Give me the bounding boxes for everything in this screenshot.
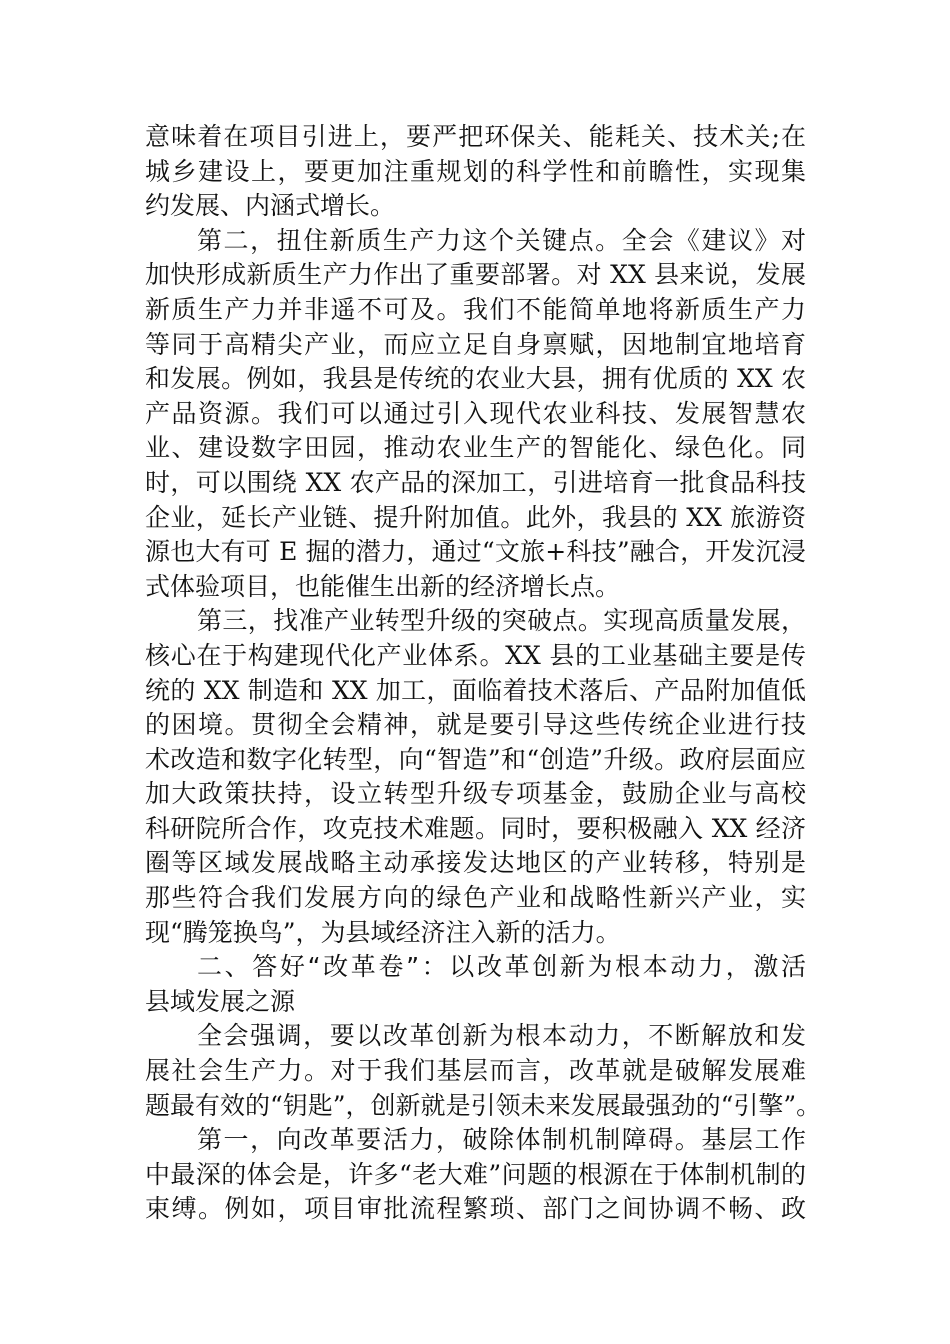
text-line: 约发展、内涵式增长。: [145, 191, 396, 221]
text-line: 第三，找准产业转型升级的突破点。实现高质量发展，: [197, 606, 806, 636]
text-line: 展社会生产力。对于我们基层而言，改革就是破解发展难: [145, 1056, 806, 1086]
text-line: 加大政策扶持，设立转型升级专项基金，鼓励企业与高校: [145, 779, 806, 809]
text-line: 新质生产力并非遥不可及。我们不能简单地将新质生产力: [145, 294, 806, 324]
text-line: 和发展。例如，我县是传统的农业大县，拥有优质的 XX 农: [145, 364, 806, 394]
text-line: 企业，延长产业链、提升附加值。此外，我县的 XX 旅游资: [145, 502, 806, 532]
text-line: 统的 XX 制造和 XX 加工，面临着技术落后、产品附加值低: [145, 675, 806, 705]
text-line: 题最有效的“钥匙”，创新就是引领未来发展最强劲的“引擎”。: [145, 1090, 822, 1120]
text-line: 中最深的体会是，许多“老大难”问题的根源在于体制机制的: [145, 1159, 806, 1189]
paragraph: [145, 224, 806, 605]
text-line: 全会强调，要以改革创新为根本动力，不断解放和发: [197, 1021, 806, 1051]
document-page: [145, 120, 822, 1227]
text-line: 加快形成新质生产力作出了重要部署。对 XX 县来说，发展: [145, 260, 806, 290]
text-line: 二、答好“改革卷”：以改革创新为根本动力，激活: [197, 952, 806, 982]
text-line: 第一，向改革要活力，破除体制机制障碍。基层工作: [197, 1125, 806, 1155]
text-line: 城乡建设上，要更加注重规划的科学性和前瞻性，实现集: [145, 156, 806, 186]
text-line: 县域发展之源: [145, 986, 296, 1016]
text-line: 第二，扭住新质生产力这个关键点。全会《建议》对: [197, 225, 806, 255]
paragraph: [145, 1019, 822, 1123]
text-line: 产品资源。我们可以通过引入现代农业科技、发展智慧农: [145, 398, 806, 428]
text-line: 时，可以围绕 XX 农产品的深加工，引进培育一批食品科技: [145, 467, 806, 497]
text-line: 那些符合我们发展方向的绿色产业和战略性新兴产业，实: [145, 883, 806, 913]
section-heading: [145, 950, 806, 1019]
text-line: 科研院所合作，攻克技术难题。同时，要积极融入 XX 经济: [145, 813, 806, 843]
paragraph: [145, 604, 806, 950]
text-line: 现“腾笼换鸟”，为县域经济注入新的活力。: [145, 917, 621, 947]
text-line: 束缚。例如，项目审批流程繁琐、部门之间协调不畅、政: [145, 1194, 806, 1224]
text-line: 式体验项目，也能催生出新的经济增长点。: [145, 571, 621, 601]
text-line: 的困境。贯彻全会精神，就是要引导这些传统企业进行技: [145, 710, 806, 740]
text-line: 术改造和数字化转型，向“智造”和“创造”升级。政府层面应: [145, 744, 806, 774]
text-line: 业、建设数字田园，推动农业生产的智能化、绿色化。同: [145, 433, 806, 463]
paragraph: [145, 120, 806, 224]
paragraph: [145, 1123, 806, 1227]
text-line: 圈等区域发展战略主动承接发达地区的产业转移，特别是: [145, 848, 806, 878]
text-line: 源也大有可 E 掘的潜力，通过“文旅+科技”融合，开发沉浸: [145, 537, 806, 567]
text-line: 意味着在项目引进上，要严把环保关、能耗关、技术关;在: [145, 122, 806, 151]
text-line: 等同于高精尖产业，而应立足自身禀赋，因地制宜地培育: [145, 329, 806, 359]
text-line: 核心在于构建现代化产业体系。XX 县的工业基础主要是传: [145, 640, 806, 670]
